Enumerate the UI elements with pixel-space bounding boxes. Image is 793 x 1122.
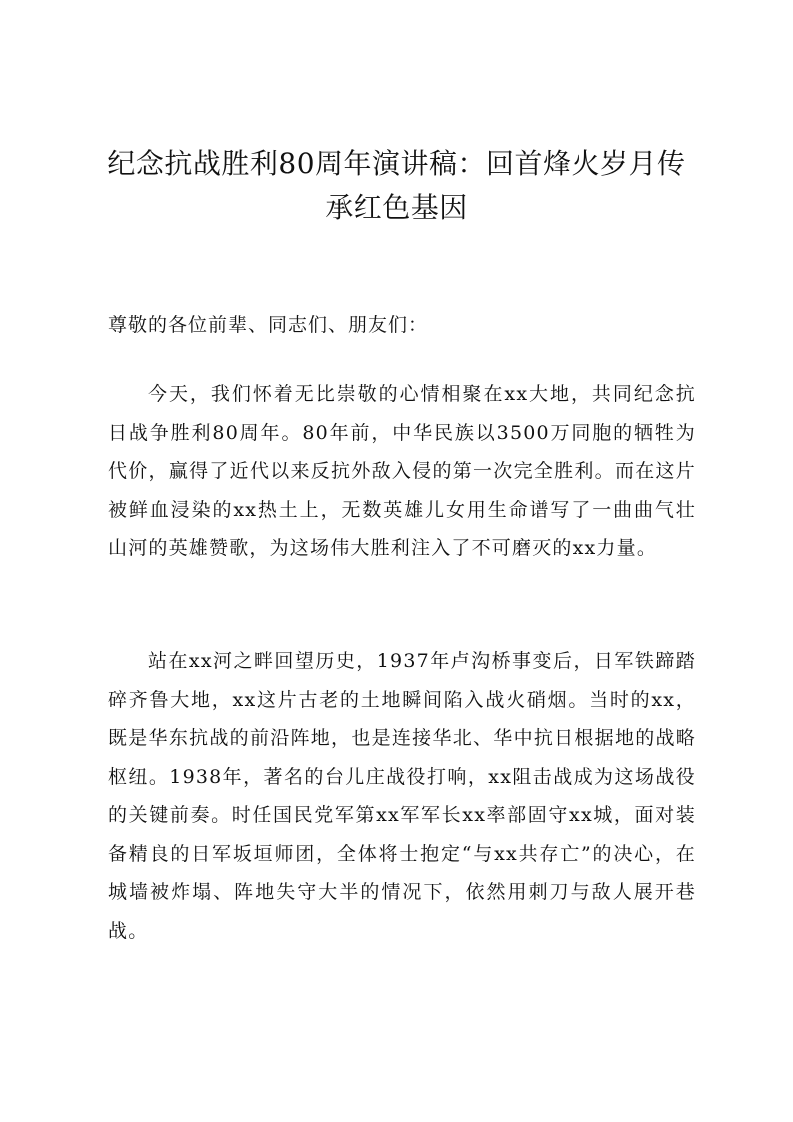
paragraph-2: 站在xx河之畔回望历史，1937年卢沟桥事变后，日军铁蹄踏碎齐鲁大地，xx这片古老的土地瞬间陷入战火硝烟。当时的xx，既是华东抗战的前沿阵地，也是连接华北、华中抗日根据地的战略枢纽。1938年，著名的台儿庄战役打响，xx阻击战成为这场战役的关键前奏。时任国民党军第xx军军长xx率部固守xx城，面对装备精良的日军坂垣师团，全体将士抱定“与xx共存亡”的决心，在城墙被炸塌、阵地失守大半的情况下，依然用刺刀与敌人展开巷战。 xyxy=(108,650,696,942)
salutation: 尊敬的各位前辈、同志们、朋友们： xyxy=(108,314,429,336)
document-title: 纪念抗战胜利80周年演讲稿：回首烽火岁月传承红色基因 xyxy=(107,147,686,224)
paragraph-1: 今天，我们怀着无比崇敬的心情相聚在xx大地，共同纪念抗日战争胜利80周年。80年前，中华民族以3500万同胞的牺牲为代价，赢得了近代以来反抗外敌入侵的第一次完全胜利。而在这片被鲜血浸染的xx热土上，无数英雄儿女用生命谱写了一曲曲气壮山河的英雄赞歌，为这场伟大胜利注入了不可磨灭的xx力量。 xyxy=(108,383,696,559)
